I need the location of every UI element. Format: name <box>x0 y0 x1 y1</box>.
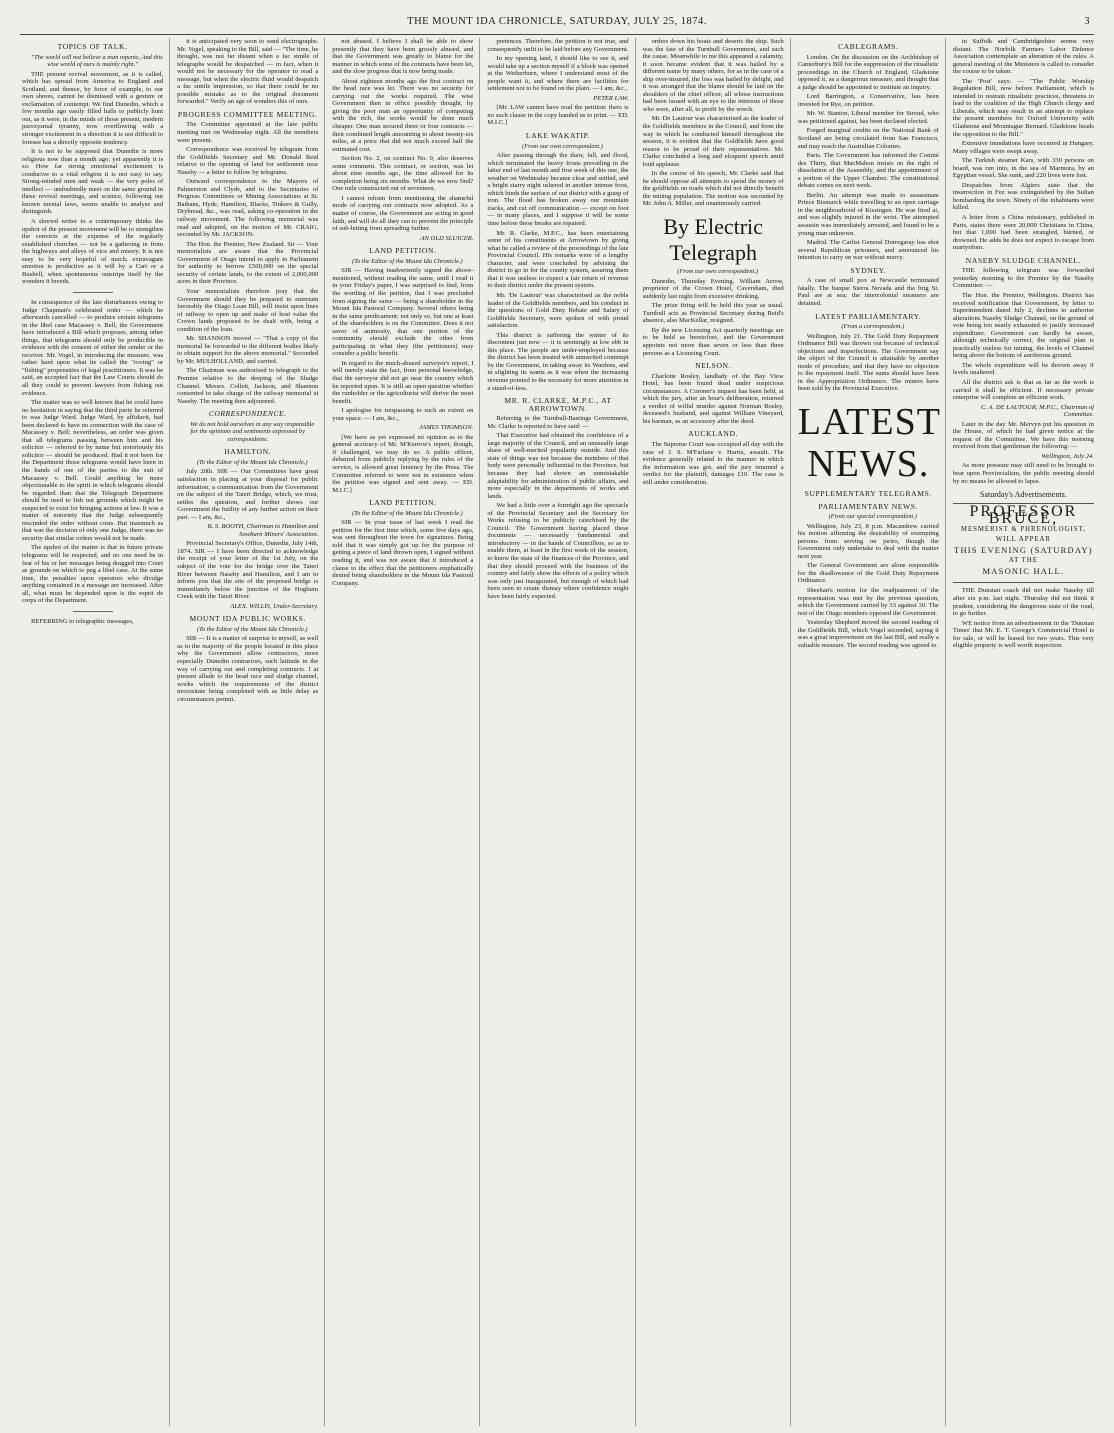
heading-electric-telegraph: By Electric Telegraph <box>663 214 763 266</box>
paragraph: I cannot refrain from mentioning the shameful mode of carrying out contracts now adopted. As a matter of course, the Government are acting in good faith, and will do all they can to prevent the principle of sub-letting from spreading further. <box>332 194 474 233</box>
paragraph: Paris. The Government has informed the Comité des Thirty, that MacMahon insists on the right of dissolution of the Assembly, and the appointment of a portion of the Upper Chamber. The constitutional debate comes on next week. <box>797 152 939 190</box>
column-4 <box>487 38 635 1426</box>
paragraph: The 'Post' says: — "The Public Worship Regulation Bill, now before Parliament, which is intended to restrain ritualistic practices, threatens to lead to the coalition of the High Church clergy and Liberals, which may result in an attempt to replace the present members for Oxford University with Gladstone and Mountague Bernard. Gladstone heads the opposition to the Bill." <box>952 77 1094 138</box>
paragraph: SIR — It is a matter of surprise to myself, as well as to the majority of the people located in this place why the Government allow contractors, more especially Dunedin contractors, such latitude in the way of carrying out and completing contracts. I at present allude to the head race and sludge channel, works which the requirements of the district necessitate being completed with as little delay as circumstances permit. <box>177 635 319 703</box>
column-6 <box>798 38 946 1426</box>
column-3 <box>332 38 480 1426</box>
paragraph: That Executive had obtained the confidence of a large majority of the Council, and an unusually large share of well-merited popularity outside. And this state of things was not because the members of that body were personally influential in the Province, but because they had shown an unmistakable adaptability for administration of public affairs, and more especially in the departments of works and lands. <box>487 432 629 500</box>
heading-correspondence: CORRESPONDENCE. <box>208 409 287 419</box>
paragraph: Madrid. The Carlist General Dorregaray has shot several Republican prisoners, and announced his intention to carry on war without mercy. <box>797 239 939 262</box>
paragraph: As more pressure may still need to be brought to bear upon Provincialism, the public meeting should by no means be allowed to lapse. <box>952 462 1094 485</box>
masthead-rule <box>20 34 1094 35</box>
paragraph: WE notice from an advertisement in the 'Dunstan Times' that Mr. E. T. George's Commercial Hotel is for sale, or will be leased for two years. This very eligible property is well worth inspection. <box>952 619 1094 650</box>
subheading: (From our own correspondent.) <box>522 142 603 150</box>
signature: JAMES THOMSON. <box>419 424 474 432</box>
paragraph: Mr. 'De Lautour' was characterised as the noble leader of the Goldfields members, and his conduct in the questions of Gold Duty Rebate and Salary of Goldfields Secretary, were spoken of with proud satisfaction. <box>487 291 629 330</box>
heading-land-petition: LAND PETITION. <box>369 246 437 256</box>
paragraph: The Committee appointed at the late public meeting met on Wednesday night. All the members were present. <box>177 121 319 144</box>
paragraph: The prize firing will be held this year as usual. Turnbull acts as Provincial Secretary during Reid's absence, also MacKellar, resigned. <box>642 302 784 325</box>
masthead-title: THE MOUNT IDA CHRONICLE, SATURDAY, JULY 25, 1874. <box>407 15 707 27</box>
paragraph: London. On the discussion on the Archbishop of Canterbury's Bill for the suppression of the ritualistic proceedings in the Church of England, Gladstone opposed it, as a dangerous measure, and thought that a judge should be appointed to institute an inquiry. <box>797 53 939 91</box>
paragraph: SIR — In your issue of last week I read the petition for the first time which, some five days ago, was sent throughout the town for signatures. Being told that it was simply got up for the purpose of getting a piece of land thrown open, I signed without reading it, and was not aware that it introduced a clause to the effect that the petitioners emphatically denied being shareholders in the Mount Ida Pastoral Company. <box>332 519 474 587</box>
paragraph: in Suffolk and Cambridgeshire seems very distant. The Norfolk Farmers Labor Defence Association contemplate an alteration of the rules. A general meeting of the Ministers is called to consider the course to be taken. <box>952 38 1094 76</box>
heading-parliamentary-news: PARLIAMENTARY NEWS. <box>818 501 919 511</box>
heading-sydney: SYDNEY. <box>850 265 887 275</box>
heading-nelson: NELSON. <box>695 361 732 371</box>
paragraph: By the new Licensing Act quarterly meetings are to be held as heretofore, and the Government appoints not more than seven or less than three persons as a Licensing Court. <box>642 326 784 357</box>
paragraph: THE following telegram was forwarded yesterday morning to the Premier by the Naseby Committee: — <box>952 267 1094 290</box>
paragraph: SIR — Having inadvertently signed the above-mentioned, without reading the same, until I read it in your Friday's paper, I was surprised to find, from the wording of the petition, that I was precluded from signing the same — being a shareholder in the Mount Ida Pastoral Company. Several others being in the same predicament; not only so, but one at least of the shareholders is on the Committee. Does it not savor of animosity, that one portion of the community should exclude the other from participating in what they (the petitioners) may consider a public benefit. <box>332 267 474 358</box>
poster-name: PROFESSOR BRUCE, <box>969 502 1078 528</box>
paragraph: Mr. De Lautour was characterised as the leader of the Goldfields members in the Council, and from the way in which he conducted himself throughout the session, it is evident that the Goldfields have good reason to be proud of their representatives. Mr. Clarke concluded a long and eloquent speech amid loud applause. <box>642 115 784 168</box>
column-2 <box>177 38 325 1426</box>
heading-public-works: MOUNT IDA PUBLIC WORKS. <box>189 614 306 624</box>
subheading: (From our own correspondent.) <box>677 268 759 276</box>
divider <box>73 292 113 293</box>
paragraph: REFERRING to telegraphic messages, <box>31 617 134 625</box>
page-number: 3 <box>1084 15 1090 27</box>
paragraph: Berlin. An attempt was made to assassinate Prince Bismarck while travelling to an open carriage in the neighbourhood of Kissingen. He was fired at, and was slightly injured in the wrist. The attempted assassin was immediately arrested, and found to be a young man unknown. <box>797 191 939 237</box>
subheading: (From our special correspondent.) <box>828 513 917 521</box>
paragraph: In the course of his speech, Mr. Clarke said that he should oppose all attempts to spend the money of the goldfields on roads which did not directly benefit the mining population. The motion was seconded by Mr. John A. Miller, and unanimously carried. <box>642 170 784 208</box>
paragraph: In consequence of the late disturbances owing to Judge Chapman's celebrated order — which he afterwards cancelled — to produce certain telegrams in the libel case Macassey v. Bell, the Government have introduced a Bill which proposes, among other things, that telegrams should only be producible in evidence with the consent of either the sender or the receiver. Mr. Vogel, in introducing the measure, was rather hard upon what he called the "roving" or "fishing" propensities of legal practitioners. It was he said, an accepted fact that the Law Courts should do all they could to prevent lawyers from fishing out evidence. <box>22 298 164 397</box>
paragraph: In regard to the much-abused surveyor's report, I will merely state the fact, from personal knowledge, that the surveyor did not go near the country which he reported upon. It is still an open question whether the runholder or the agriculturist will derive the most benefit. <box>332 359 474 405</box>
heading-latest-news: LATEST NEWS. <box>797 400 941 485</box>
paragraph: The General Government are alone responsible for the disallowance of the Gold Duty Repayment Ordinance. <box>797 562 939 585</box>
signature: PETER LAW. <box>593 94 629 102</box>
poster-appear: WILL APPEAR <box>995 536 1051 544</box>
paragraph: pretences. Therefore, the petition is not true, and consequently unfit to be laid before any Government. <box>487 38 629 53</box>
masthead <box>20 8 1094 34</box>
poster-evening: THIS EVENING (SATURDAY) <box>954 544 1093 555</box>
heading-progress-committee: PROGRESS COMMITTEE MEETING. <box>177 109 318 119</box>
paragraph: Extensive inundations have occurred in Hungary. Many villages were swept away. <box>952 140 1094 155</box>
heading-cablegrams: CABLEGRAMS. <box>838 42 899 51</box>
column-5 <box>643 38 791 1426</box>
disclaimer: We do not hold ourselves in any way responsible for the opinions and sentiments expressed by correspondents. <box>190 420 315 443</box>
paragraph: Later in the day Mr. Mervyn put his question in the House, of which he had given notice at the request of the Committee. We have this morning received from that gentleman the following: — <box>952 420 1094 451</box>
signature: ALEX. WILLIS, Under-Secretary. <box>230 602 319 610</box>
paragraph: not abused. I believe I shall be able to show presently that they have been grossly abused, and that the Government was greatly to blame for the manner in which some of the contracts have been let, and the slow progress that is now being made. <box>332 38 474 76</box>
paragraph: Correspondence was received by telegram from the Goldfields Secretary and Mr. Donald Reid relative to the opening of land for settlement near Naseby — a letter to follow by telegrams. <box>177 146 319 176</box>
paragraph: Dunedin, Thursday Evening. William Arrow, proprietor of the Crown Hotel, Caversham, died suddenly last night from excessive drinking. <box>642 277 784 300</box>
subheading: (To the Editor of the Mount Ida Chronicle.) <box>196 625 308 633</box>
columns <box>22 38 1094 1426</box>
paragraph: orders down his boats and deserts the ship. Such was the fate of the Turnbull Government, and such the cause. Meanwhile to me this appeared a calamity, it soon became evident that it was hailed by a different name by many others, for as in the case of a ship over-insured, the loss was hailed by delight, and it was arranged that the blame should be laid on the shoulders of the chief officer, all whose instructions had been issued with an eye to the interests of those who were, after all, to profit by the wreck. <box>642 38 784 113</box>
column-1 <box>22 38 170 1426</box>
paragraph: Despatches from Algiers state that the insurrection in Fez was extinguished by the Sultan bombarding the town. Ninety of the inhabitants were killed. <box>952 181 1094 212</box>
heading-land-petition-2: LAND PETITION. <box>369 498 437 508</box>
paragraph: THE Dunstan coach did not make Naseby till after six p.m. last night. Thursday did not think it prudent, considering the dangerous state of the road, to go further. <box>952 587 1094 618</box>
poster-venue: MASONIC HALL. <box>982 565 1065 576</box>
paragraph: THE present revival movement, as it is called, which has spread from America to England and Scotland, and thence, by force of example, to our own shores, cannot be dismissed with a gesture or exclamation of contempt. We find Dunedin, which a few months ago easily filled halls to publicly hunt out, as it were, in the minds of those present, modern paroxysmal tyranny, now overflowing with a stronger excitement in a direction it is not difficult to foresee has a directly opposite tendency. <box>22 70 164 146</box>
paragraph: Mr. W. Stanton, Liberal member for Stroud, who was petitioned against, has been declared elected. <box>797 110 939 125</box>
signature: C. A. DE LAUTOUR, M.P.C., Chairman of Committee. <box>980 403 1094 419</box>
advertisement-professor-bruce <box>953 503 1094 584</box>
paragraph: We had a little over a fortnight ago the spectacle of the Provincial Secretary and the Secretary for Works refusing to be publicly catechised by the Council. The Government having placed these documents — necessarily fundamental and introductory — in the hands of Councillors, so as to enable them, at least in the first week of the session, to know the state of the finances of the Province, and that they should proceed with the business of the country and fairly show the effects of a policy which was only just inaugurated, but enough of which had been seen to create dismay where confidence might have been fairly expected. <box>487 502 629 600</box>
subheading: (From a correspondent.) <box>841 323 905 331</box>
signature: B. S. BOOTH, Chairman to Hamilton and Sowburn Miners' Association. <box>207 523 319 538</box>
paragraph: [Mr. LAW cannot have read the petition: there is no such clause in the copy handed us to print. — ED. M.I.C.] <box>487 104 629 127</box>
paragraph: About eighteen months ago the first contract on the head race was let. There was no security for carrying out the works required. The wise Government then in office possibly thought, by giving the poor man an opportunity of competing with the rich, the works would be done much cheaper. One man secured three or four contracts — their combined length amounting to about twenty-six miles, at a price that did not much exceed half the estimated cost. <box>332 77 474 153</box>
subheading: (To the Editor of the Mount Ida Chronicle.) <box>352 257 463 265</box>
heading-latest-parliamentary: LATEST PARLIAMENTARY. <box>815 311 922 321</box>
paragraph: Your memorialists therefore pray that the Government should they be prepared to entertain favorably the Otago Loan Bill, will insist upon lines of railway to open up and make of host value the Crown lands proposed to be dealt with, being a condition of the loan. <box>177 287 319 333</box>
paragraph: Forged marginal credits on the National Bank of Scotland are being circulated from San Francisco, and may reach the Australian Colonies. <box>797 127 939 150</box>
heading-auckland: AUCKLAND. <box>688 429 739 439</box>
paragraph: it is anticipated very soon to send electrographs. Mr. Vogel, speaking to the Bill, said — "The time, he thought, was not far distant when a fac simile of telegraphs would be despatched — in fact, when it would not be necessary for the operator to read a message, but when the electric fluid would despatch a fac simile impression, so that there could be no possible mistake as to the original document forwarded." Verily an age of wonders this of ours. <box>177 38 319 106</box>
paragraph: Lord Barrington, a Conservative, has been invested for Rye, on petition. <box>797 93 939 108</box>
paragraph: The Hon. the Premier, Wellington. District has received notification that Government, by letter to Superintendent dated July 2, declines to authorise alterations Naseby Sludge Channel, on the ground of vote being too nearly exhausted to justify increased expenditure. Government can hardly be aware, although technically correct, the original plan is practically useless for mining, the levels of Channel being above the bottom of auriferous ground. <box>952 291 1094 360</box>
paragraph: Outward correspondence to the Mayors of Palmerston and Clyde, and to the Secretaries of Progress Committees or Mining Associations at St. Bathans, Hyde, Hamilton, Blacks, Tinkers & Gully, Drybread, &c., was read, asking co-operation in the railway movement. The following memorial was read and adopted, on the motion of Mr. CRAIG, seconded by Mr. JACKSON: <box>177 178 319 239</box>
epigraph: "The world will not believe a man repents, And this wise world of ours is mainly right." <box>31 53 163 69</box>
heading-naseby-sludge-channel: NASEBY SLUDGE CHANNEL. <box>965 255 1082 265</box>
paragraph: The matter was so well known that he could have no hesitation in saying that the third party he referred to was Judge Ward. Judge Ward, by affidavit, had been declared to have no connection with the case of Macassey v. Bell; nevertheless, an order was given that all telegrams passing between him and his solicitor — referred to by name but notoriously his solicitor — should be produced. Had it not been for the Department those telegrams would have been in the hands of one of the parties to the suit of Macassey v. Bell. Could anything be more objectionable to the spirit in which telegrams should be regarded than that the Telegraph Department should be used to fish out grounds which might be suspected to exist for bringing actions at law. It was a matter of notoriety that the Judge subsequently rescinded the order without costs. But inasmuch as that was the decision of only one Judge, there was no security that similar orders would not be made. <box>22 399 164 542</box>
paragraph: The whole expenditure will be thrown away if levels unaltered. <box>952 361 1094 377</box>
paragraph: A case of small pox at Newcastle terminated fatally. The barque Sierra Nevada and the brig St. Paul are at sea; the intercolonial steamers are detained. <box>797 277 939 307</box>
paragraph: Referring to the Turnbull-Bastings Government, Mr. Clarke is reported to have said: — <box>487 415 629 430</box>
subheading: (To the Editor of the Mount Ida Chronicle.) <box>196 458 308 466</box>
paragraph: [We have as yet expressed no opinion as to the general accuracy of Mr. M'Kerrow's report, though, if challenged, we may do so. A public officer, debarred from publicly replying by the rules of the service, is allowed great leniency by the Press. The Committee referred to were not in existence when the petition was signed and sent away. — ED. M.I.C.] <box>332 433 474 494</box>
heading-topics-of-talk: TOPICS OF TALK. <box>57 42 128 51</box>
paragraph: Charlotte Rosley, landlady of the Bay View Hotel, has been found dead under suspicious circumstances. A Coroner's inquest has been held, at which the jury, after an hour's deliberation, returned a verdict of wilful murder against Norman Rosley, deceased's husband, and against William Vineyard, his barman, as an accessory after the deed. <box>642 372 784 425</box>
paragraph: Yesterday Shepherd moved the second reading of the Goldfields Bill, which Vogel seconded, saying it was a great improvement on the last Bill, and really a valuable measure. The second reading was agreed to. <box>797 619 939 649</box>
paragraph: Mr. SHANNON moved — "That a copy of the memorial be forwarded to the different bodies likely to obtain support for the above memorial." Seconded by Mr. MULHOLLAND, and carried. <box>177 335 319 365</box>
heading-supplementary-telegrams: SUPPLEMENTARY TELEGRAMS. <box>804 488 932 498</box>
subheading: (To the Editor of the Mount Ida Chronicle.) <box>352 509 463 517</box>
paragraph: All the district ask is that as far as the work is carried it shall be efficient. If necessary private enterprise will complete an efficient work. <box>952 378 1094 402</box>
heading-clarke-arrowtown: MR. R. CLARKE, M.P.C., AT ARROWTOWN. <box>504 396 612 413</box>
heading-lake-wakatip: LAKE WAKATIP. <box>525 131 591 141</box>
heading-hamilton: HAMILTON. <box>224 447 272 457</box>
paragraph: A letter from a China missionary, published in Paris, states there were 20,000 Christians in China, but that 1,000 had been strangled, burned, or drowned. He adds he does not expect to escape from martyrdom. <box>952 214 1094 252</box>
signature: AN OLD SLUICER. <box>420 234 474 242</box>
column-7 <box>953 38 1094 1426</box>
heading-saturday-advertisements: Saturday's Advertisements. <box>980 490 1067 500</box>
paragraph: The Supreme Court was occupied all day with the case of J. S. M'Farlane v. Harris, assault. The evidence generally related to the manner in which the information was got, and the jury returned a verdict for the plaintiff, damages £10. The case is still under consideration. <box>642 440 784 486</box>
divider <box>73 611 113 612</box>
paragraph: Wellington, July 23, 8 p.m. Macandrew carried his motion affirming the desirability of exempting persons from serving on juries, though the Government only undertake to deal with the matter next year. <box>797 522 939 560</box>
paragraph: Sheehan's motion for the readjustment of the representation was met by the previous question, which the Government carried by 33 against 30. The rest of the Otago members opposed the Government. <box>797 586 939 617</box>
paragraph: In my opening land, I should like to see it, and would take up a section myself if a block was opened at the Wetherburn, where I understand most of the people want it, and where there are facilities for settlement not to be found on the plain. — I am, &c., <box>487 55 629 93</box>
paragraph: After passing through the thaw, fall, and flood, which terminated the heavy frosts prevailing in the latter end of last month and first week of this one, the weather on Wednesday became clear and settled, and a bright starry night ushered in another intense frost, which binds the surface of our district with a grasp of iron. The flood has broken away our mountain tracks, and cut off communication — except on foot — in many places, and I suppose it will be some time before these breaks are repaired. <box>487 152 629 228</box>
paragraph: July 20th. SIR — Our Committees have great satisfaction in placing at your disposal for public information, a communication from the Government on the subject of the Taieri Bridge, which, we trust, settles the question, and further shows our Government the futility of any further action on their part. — I am, &c., <box>177 468 319 521</box>
paragraph: Section No. 2, on contract No. 9, also deserves some comment. This contract, or section, was let about nine months ago, the time allowed for its completion being six months. What do we now find? One mile constructed out of seventeen. <box>332 155 474 193</box>
paragraph: I apologise for trespassing to such an extent on your space. — I am, &c., <box>332 407 474 422</box>
paragraph: Wellington, July 21. The Gold Duty Repayment Ordinance Bill was thrown out because of technical objections and imperfections. The Government say the object of the Council is attainable by another mode of procedure, and that they have no objection to the repayment itself. The sums should have been in the Appropriation Ordinance. The miners have been sold by the Provincial Executive. <box>797 332 939 393</box>
paragraph: Provincial Secretary's Office, Dunedin, July 14th, 1874. SIR — I have been directed to acknowledge the receipt of your letter of the 1st July, on the subject of the vote for the bridge over the Taieri River between Naseby and Hamilton, and I am to inform you that the site of the proposed bridge is immediately below the junction of the Hogburn Creek with the Taieri River. <box>177 540 319 601</box>
paragraph: Mr. R. Clarke, M.P.C., has been entertaining some of his constituents at Arrowtown by giving what he called a review of the proceedings of the late Provincial Council. His remarks were of a lengthy character, and were concluded by advising the district to go in for the county system, assuring them that it was useless to expect a fair return of revenue to their district under the present system. <box>487 229 629 290</box>
paragraph: A shrewd writer to a contemporary thinks the upshot of the present movement will be to strengthen the convicts at the expense of the regularly established churches — not be a gathering in from the highways and alleys of vice and misery. It is not easy to be very hopeful of much; extravagant emotion is productive as it will by a Cart or a Bushell, when spontaneous outstrips itself by the wonders it breeds. <box>22 218 164 286</box>
poster-title: MESMERIST & PHRENOLOGIST, <box>960 525 1086 533</box>
dateline: Wellington, July 24. <box>1041 452 1094 460</box>
paragraph: The Chairman was authorised to telegraph to the Premier relative to the deeping of the Sludge Channel. Messrs. Collett, Jackson, and Shannon consented to take charge of the railway memorial at Naseby. The meeting then adjourned. <box>177 367 319 405</box>
paragraph: This district is suffering the winter of its discontent just now — it is seemingly at low ebb in this place. The people are under-employed because the district has been treated with unmerited contempt by the Government, in taking away its Wardens, and in slighting its wants as it was when the increasing revenue pointed to the necessity for more attention in a stand-of-less. <box>487 331 629 392</box>
paragraph: The Hon. the Premier, New Zealand. Sir — Your memorialists are aware that the Provincial Government of Otago intend to apply to Parliament for authority to borrow £500,000 on the special security of certain lands, to the extent of 2,000,000 acres in their Province. <box>177 240 319 286</box>
paragraph: It is not to be supposed that Dunedin is more religious now than a month ago; yet apparently it is so. How far strong emotional excitement is conducive to a vital religion it is not easy to say. Strong-minded men and weak — the very poles of intellect — undoubtedly meet on the same ground in these revival meetings, and science, following out known mental laws, seems unable to analyse and distinguish. <box>22 148 164 216</box>
paragraph: The Turkish steamer Kars, with 330 persons on board, was run into, in the sea of Marmora, by an Egyptian vessel. She sunk, and 220 lives were lost. <box>952 157 1094 180</box>
poster-at-the: AT THE <box>1008 557 1038 565</box>
paragraph: The upshot of the matter is that in future private telegrams will be respected, and no one need be in fear of his or her messages being dragged into Court as grounds on which to peg a libel case. At the same time, the penalties upon operators who divulge anything contained in a message are increased. After all, what must be depended upon is the esprit de corps of the Department. <box>22 544 164 605</box>
